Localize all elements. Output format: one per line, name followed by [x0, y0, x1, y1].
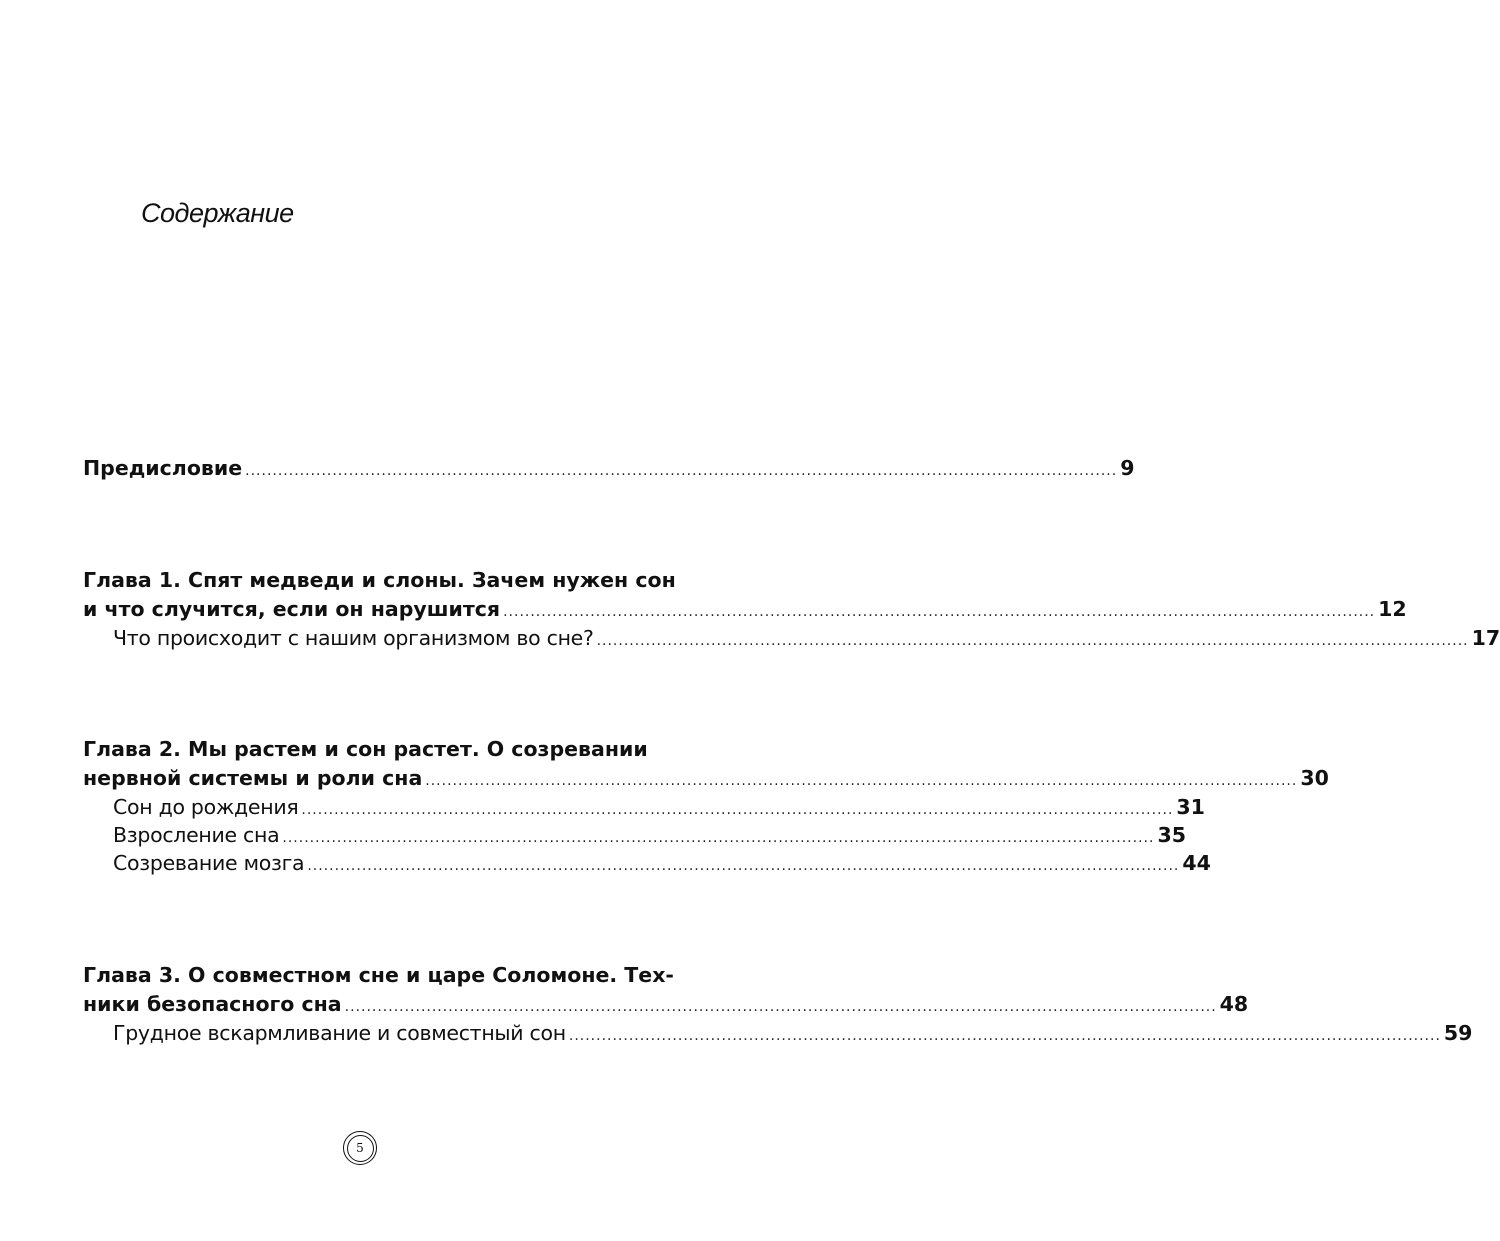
toc-entry-page: 30 — [1300, 766, 1329, 790]
toc-entry-label: ники безопасного сна — [83, 992, 342, 1016]
toc-entry-page: 59 — [1443, 1021, 1473, 1045]
toc-entry-label: Созревание мозга — [113, 851, 305, 875]
leader-dots: ................................................................................................................................................................ — [568, 1028, 1441, 1044]
toc-entry-page: 12 — [1378, 597, 1407, 621]
toc-entry-section[interactable] — [113, 823, 1186, 851]
toc-entry-page: 31 — [1176, 795, 1205, 819]
toc-entry-chapter-2[interactable] — [83, 766, 1329, 794]
toc-entry-preface[interactable] — [83, 456, 1135, 484]
toc-entry-section[interactable] — [113, 626, 1500, 654]
toc-entry-page: 9 — [1120, 456, 1135, 480]
leader-dots: ................................................................................................................................................................ — [301, 802, 1174, 818]
toc-entry-label: Взросление сна — [113, 823, 280, 847]
leader-dots: ................................................................................................................................................................ — [503, 604, 1376, 620]
toc-entry-section[interactable] — [113, 795, 1205, 823]
toc-entry-label: Грудное вскармливание и совместный сон — [113, 1021, 566, 1045]
page-number: 5 — [347, 1135, 374, 1162]
toc-entry-page: 35 — [1157, 823, 1186, 847]
toc-entry-label: Что происходит с нашим организмом во сне? — [113, 626, 594, 650]
toc-entry-label: Предисловие — [83, 456, 243, 480]
toc-entry-label: Сон до рождения — [113, 795, 299, 819]
toc-entry-label: нервной системы и роли сна — [83, 766, 423, 790]
toc-heading: Содержание — [141, 198, 294, 228]
leader-dots: ................................................................................................................................................................ — [425, 773, 1298, 789]
leader-dots: ................................................................................................................................................................ — [245, 463, 1118, 479]
page-number-badge — [343, 1131, 377, 1165]
chapter-1-title[interactable]: Глава 1. Спят медведи и слоны. Зачем нужен сон — [83, 568, 676, 592]
toc-entry-page: 44 — [1182, 851, 1211, 875]
chapter-3-title[interactable]: Глава 3. О совместном сне и царе Соломоне. Тех- — [83, 963, 674, 987]
toc-entry-label: и что случится, если он нарушится — [83, 597, 501, 621]
toc-entry-section[interactable] — [113, 851, 1211, 879]
leader-dots: ................................................................................................................................................................ — [307, 858, 1180, 874]
chapter-2-title[interactable]: Глава 2. Мы растем и сон растет. О созревании — [83, 737, 648, 761]
leader-dots: ................................................................................................................................................................ — [596, 633, 1469, 649]
leader-dots: ................................................................................................................................................................ — [282, 830, 1155, 846]
toc-entry-section[interactable] — [113, 1021, 1473, 1049]
toc-entry-chapter-3[interactable] — [83, 992, 1249, 1020]
leader-dots: ................................................................................................................................................................ — [344, 999, 1217, 1015]
toc-entry-chapter-1[interactable] — [83, 597, 1407, 625]
toc-entry-page: 17 — [1471, 626, 1500, 650]
toc-entry-page: 48 — [1219, 992, 1249, 1016]
